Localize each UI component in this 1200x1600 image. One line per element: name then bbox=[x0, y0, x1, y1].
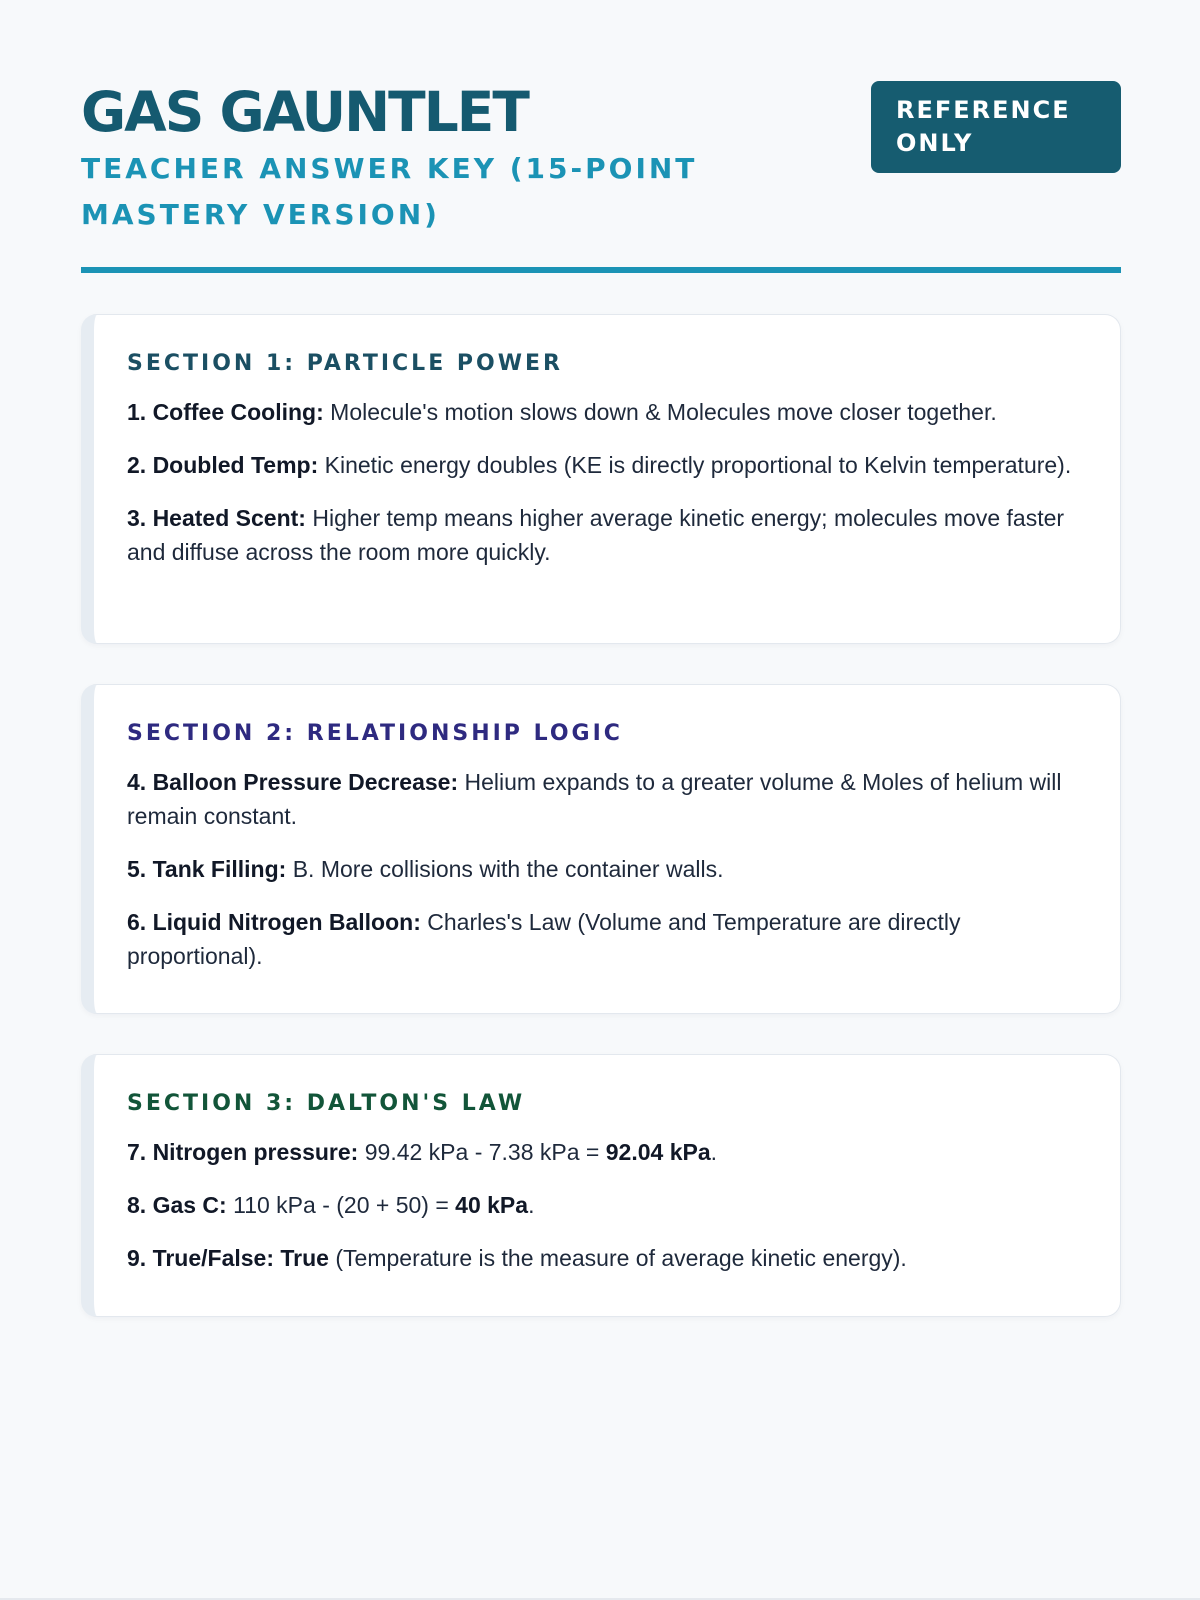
answer-text: 110 kPa - (20 + 50) = bbox=[226, 1192, 456, 1218]
section-1-card bbox=[81, 314, 1121, 644]
answer-value: 92.04 kPa bbox=[605, 1139, 711, 1165]
page-title: GAS GAUNTLET bbox=[81, 80, 528, 144]
answer-value: True bbox=[274, 1245, 329, 1271]
answer-text: 99.42 kPa - 7.38 kPa = bbox=[358, 1139, 606, 1165]
badge-line-2: ONLY bbox=[896, 129, 974, 157]
answer-tail: . bbox=[710, 1139, 718, 1165]
answer-item bbox=[127, 395, 1090, 429]
answer-item bbox=[127, 852, 1090, 886]
section-1-heading: SECTION 1: PARTICLE POWER bbox=[127, 351, 563, 376]
badge-line-1: REFERENCE bbox=[896, 96, 1071, 124]
section-3-card bbox=[81, 1054, 1121, 1317]
answer-text: (Temperature is the measure of average kinetic energy). bbox=[328, 1245, 907, 1271]
answer-item bbox=[127, 501, 1090, 569]
answer-item bbox=[127, 1241, 1090, 1275]
answer-label: 5. Tank Filling: bbox=[127, 856, 287, 882]
answer-text: Charles's Law (Volume and Temperature are directly proportional). bbox=[127, 909, 961, 969]
reference-only-badge bbox=[871, 81, 1121, 173]
answer-item bbox=[127, 1188, 1090, 1222]
answer-item bbox=[127, 765, 1090, 833]
answer-value: 40 kPa bbox=[455, 1192, 529, 1218]
section-2-heading: SECTION 2: RELATIONSHIP LOGIC bbox=[127, 721, 623, 746]
section-3-heading: SECTION 3: DALTON'S LAW bbox=[127, 1091, 526, 1116]
answer-text: Helium expands to a greater volume & Moles of helium will remain constant. bbox=[127, 769, 1062, 829]
answer-label: 6. Liquid Nitrogen Balloon: bbox=[127, 909, 421, 935]
answer-label: 4. Balloon Pressure Decrease: bbox=[127, 769, 459, 795]
answer-label: 9. True/False: bbox=[127, 1245, 275, 1271]
answer-text: Kinetic energy doubles (KE is directly proportional to Kelvin temperature). bbox=[318, 452, 1072, 478]
answer-text: Higher temp means higher average kinetic energy; molecules move faster and diffuse across the room more quickly. bbox=[127, 505, 1065, 565]
answer-key-page bbox=[81, 0, 1121, 1271]
answer-label: 2. Doubled Temp: bbox=[127, 452, 319, 478]
answer-item bbox=[127, 448, 1090, 482]
answer-label: 1. Coffee Cooling: bbox=[127, 399, 324, 425]
header-divider bbox=[81, 267, 1121, 273]
answer-text: B. More collisions with the container walls. bbox=[286, 856, 724, 882]
answer-tail: . bbox=[528, 1192, 535, 1218]
answer-label: 7. Nitrogen pressure: bbox=[127, 1139, 359, 1165]
answer-text: Molecule's motion slows down & Molecules move closer together. bbox=[323, 399, 997, 425]
page-header bbox=[81, 0, 1121, 272]
section-2-card bbox=[81, 684, 1121, 1014]
answer-label: 8. Gas C: bbox=[127, 1192, 227, 1218]
answer-item bbox=[127, 1135, 1090, 1169]
answer-label: 3. Heated Scent: bbox=[127, 505, 306, 531]
page-subtitle: TEACHER ANSWER KEY (15-POINT MASTERY VERSION) bbox=[81, 152, 698, 231]
answer-item bbox=[127, 905, 1090, 973]
